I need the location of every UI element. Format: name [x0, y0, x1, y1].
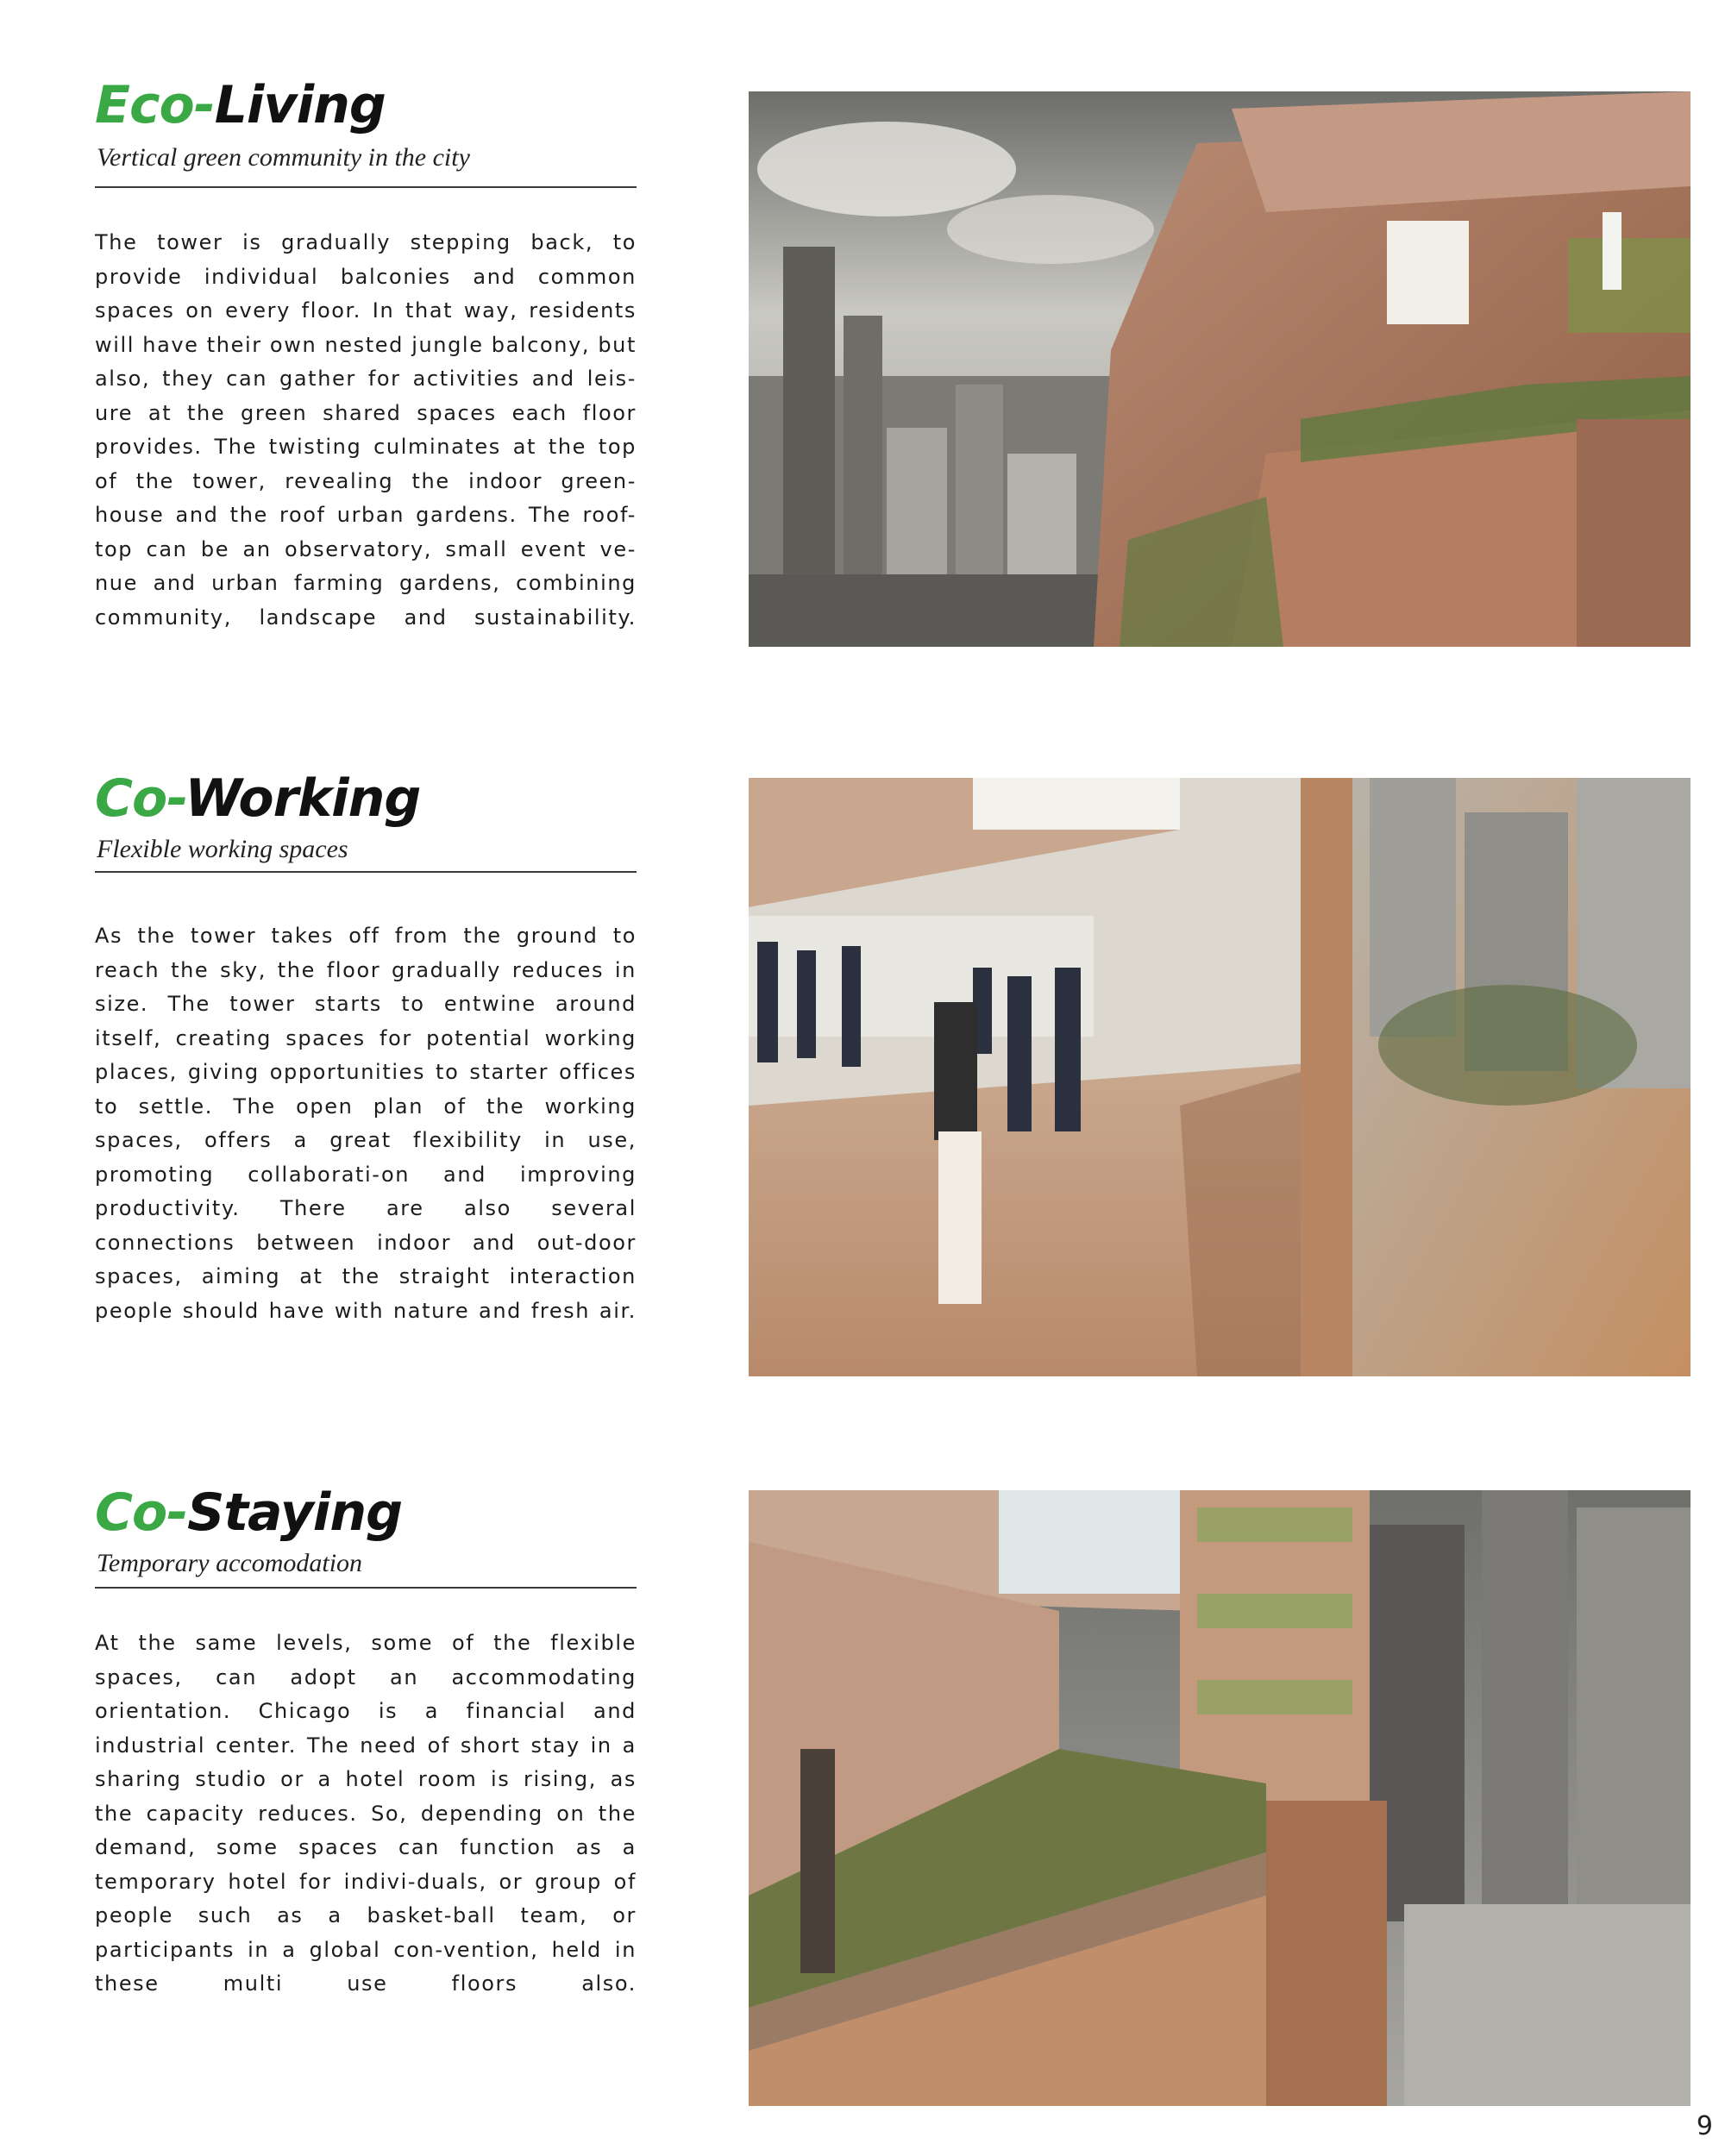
section-image: [749, 1490, 1690, 2106]
section-image: [749, 91, 1690, 647]
heading-prefix: Co-: [95, 1482, 188, 1543]
section-body: The tower is gradually stepping back, to provide individual balconies and common spaces on every floor. In that way, residents will have their own nested jungle balcony, but also, they can gather for activities and leis-ure at the green shared spaces each floor provides. The twisting culminates at the top of the tower, revealing the indoor green-house and the roof urban gardens. The roof-top can be an observatory, small event ve-nue and urban farming gardens, combining community, landscape and sustainability.: [95, 230, 637, 630]
heading-main: Working: [185, 768, 421, 829]
divider: [95, 1587, 637, 1589]
section-subtitle: Temporary accomodation: [97, 1549, 363, 1577]
heading-prefix: Co-: [95, 768, 185, 829]
divider: [95, 186, 637, 188]
section-heading: [95, 768, 421, 829]
heading-main: Staying: [187, 1482, 403, 1543]
divider: [95, 871, 637, 873]
section-body: At the same levels, some of the flexible spaces, can adopt an accommodating orientation. Chicago is a financial and industrial center. The need of short stay in a sharing studio or a hotel room is rising, as the capacity reduces. So, depending on the demand, some spaces can function as a temporary hotel for indivi-duals, or group of people such as a basket-ball team, or participants in a global con-vention, held in these multi use floors also.: [95, 1631, 637, 1996]
page-number: 9: [1696, 2111, 1713, 2141]
section-image: [749, 778, 1690, 1376]
section-body: As the tower takes off from the ground to reach the sky, the floor gradually reduces in size. The tower starts to entwine around itself, creating spaces for potential working places, giving opportunities to starter offices to settle. The open plan of the working spaces, offers a great flexibility in use, promoting collaborati-on and improving productivity. There are also several connections between indoor and out-door spaces, aiming at the straight interaction people should have with nature and fresh air.: [95, 924, 637, 1323]
section-heading: [95, 1482, 403, 1543]
section-subtitle: Flexible working spaces: [97, 835, 348, 863]
heading-main: Living: [214, 75, 386, 135]
section-heading: [95, 75, 386, 135]
section-subtitle: Vertical green community in the city: [97, 143, 470, 172]
heading-prefix: Eco-: [95, 75, 215, 135]
